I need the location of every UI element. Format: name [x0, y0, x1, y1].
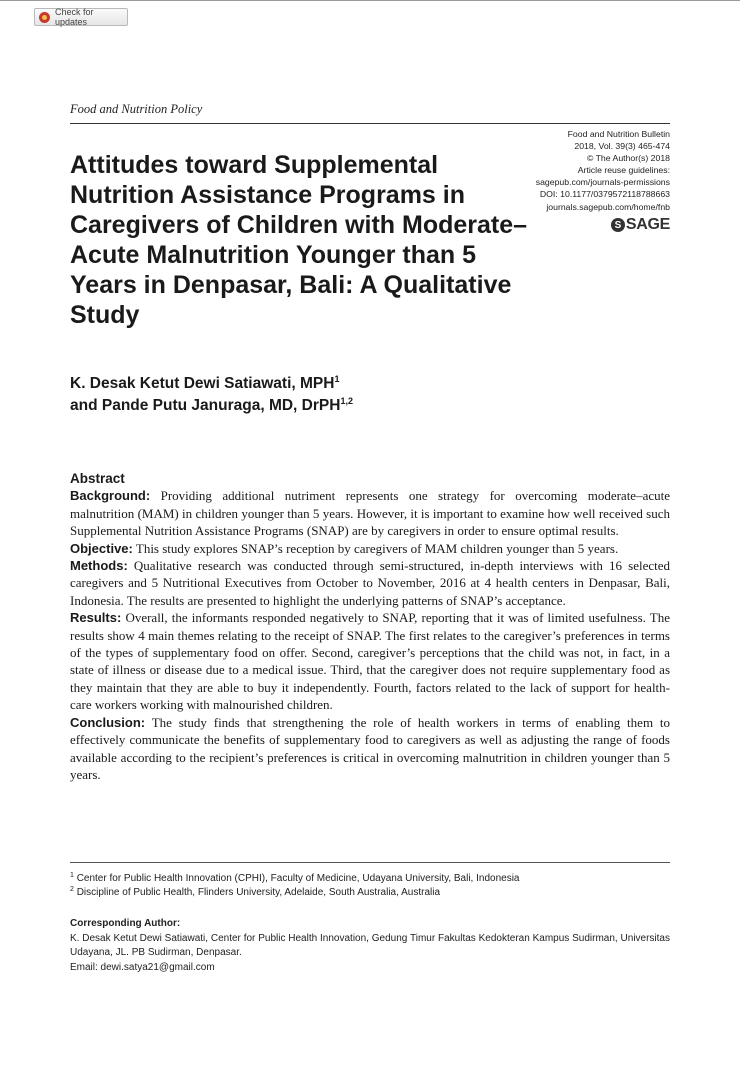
- results-text: Overall, the informants responded negatively to SNAP, reporting that it was of limited usefulness. The results show 4 main themes relating to the receipt of SNAP. The first relates to the caregiver’s preferences in terms of the types of supplementary food on offer. Second, caregiver’s perceptions that the child was not, in fact, in a state of illness or disease due to a medical issue. Third, that the caregiver does not require supplementary food as they maintain that they are able to buy it independently. Fourth, factors related to the lack of support for health-care workers working with malnourished children.: [70, 610, 671, 713]
- author-list: [70, 373, 353, 417]
- reuse-guidelines-label: Article reuse guidelines:: [577, 165, 670, 176]
- top-border: [0, 0, 740, 1]
- sage-logo: [611, 216, 670, 234]
- section-label: Food and Nutrition Policy: [70, 102, 203, 116]
- abstract: [70, 470, 670, 783]
- footnote-mark: 1: [70, 872, 74, 879]
- corresponding-author: [70, 917, 670, 975]
- footnote-text: Center for Public Health Innovation (CPHI), Faculty of Medicine, Udayana University, Bali, Indonesia: [76, 873, 520, 884]
- footnote-item: [70, 886, 670, 900]
- reuse-guidelines-link[interactable]: sagepub.com/journals-permissions: [535, 177, 670, 188]
- corresponding-author-address: K. Desak Ketut Dewi Satiawati, Center for Public Health Innovation, Gedung Timur Fakultas Kedokteran Kampus Sudirman, Universitas Udayana, JL. PB Sudirman, Denpasar.: [70, 932, 670, 958]
- abstract-conclusion: [70, 714, 670, 784]
- article-title: Attitudes toward Supplemental Nutrition Assistance Programs in Caregivers of Children with Moderate–Acute Malnutrition Younger than 5 Years in Denpasar, Bali: A Qualitative Study: [70, 151, 528, 329]
- background-label: Background:: [70, 488, 151, 504]
- conclusion-text: The study finds that strengthening the role of health workers in terms of enabling them to effectively communicate the benefits of supplementary food to caregivers as well as adjusting the range of foods available according to the recipient’s preferences is critical in overcoming malnutrition in children younger than 5 years.: [70, 714, 670, 782]
- objective-label: Objective:: [70, 540, 133, 556]
- author-name: K. Desak Ketut Dewi Satiawati, MPH: [70, 375, 335, 392]
- journal-info: [536, 128, 670, 213]
- footnote-mark: 2: [70, 886, 74, 893]
- author-line: [70, 373, 353, 395]
- author-affiliation: 1: [334, 374, 340, 384]
- background-text: Providing additional nutriment represents one strategy for overcoming moderate–acute malnutrition (MAM) in children younger than 5 years. However, it is important to examine how well received such Supplemental Nutrition Assistance Programs (SNAP) are by caregivers in order to ensure optimal results.: [70, 488, 670, 539]
- corresponding-author-email[interactable]: Email: dewi.satya21@gmail.com: [70, 961, 215, 973]
- author-name: and Pande Putu Januraga, MD, DrPH: [70, 397, 341, 414]
- journal-volume: 2018, Vol. 39(3) 465-474: [574, 141, 670, 152]
- journal-name: Food and Nutrition Bulletin: [567, 129, 670, 139]
- results-label: Results:: [70, 610, 122, 626]
- abstract-objective: [70, 540, 670, 557]
- doi-link[interactable]: DOI: 10.1177/0379572118788663: [539, 189, 670, 200]
- sage-logo-text: SAGE: [625, 216, 670, 233]
- header-rule: [70, 123, 670, 124]
- crossmark-icon: [39, 12, 50, 23]
- abstract-methods: [70, 557, 670, 609]
- conclusion-label: Conclusion:: [70, 714, 146, 730]
- author-affiliation: 1,2: [340, 396, 353, 406]
- abstract-heading: Abstract: [70, 471, 125, 486]
- journal-copyright: © The Author(s) 2018: [586, 153, 670, 164]
- sage-s-icon: S: [611, 218, 625, 232]
- author-line: [70, 395, 353, 417]
- methods-label: Methods:: [70, 558, 128, 574]
- objective-text: This study explores SNAP’s reception by caregivers of MAM children younger than 5 years.: [135, 540, 619, 556]
- footnote-item: [70, 872, 670, 886]
- abstract-results: [70, 609, 670, 713]
- journal-home-link[interactable]: journals.sagepub.com/home/fnb: [546, 201, 670, 212]
- affiliation-footnotes: [70, 872, 670, 900]
- check-for-updates-label: Check for updates: [55, 7, 94, 27]
- footnote-text: Discipline of Public Health, Flinders University, Adelaide, South Australia, Australia: [76, 887, 441, 898]
- methods-text: Qualitative research was conducted through semi-structured, in-depth interviews with 16 selected caregivers and 5 Nutritional Executives from October to November, 2016 at 4 health centers in Denpasar, Bali, Indonesia. The results are presented to highlight the underlying patterns of SNAP’s acceptance.: [70, 558, 670, 608]
- footnote-rule: [70, 862, 670, 863]
- abstract-background: [70, 487, 670, 539]
- check-for-updates-button[interactable]: [34, 8, 128, 26]
- corresponding-author-heading: Corresponding Author:: [70, 918, 181, 929]
